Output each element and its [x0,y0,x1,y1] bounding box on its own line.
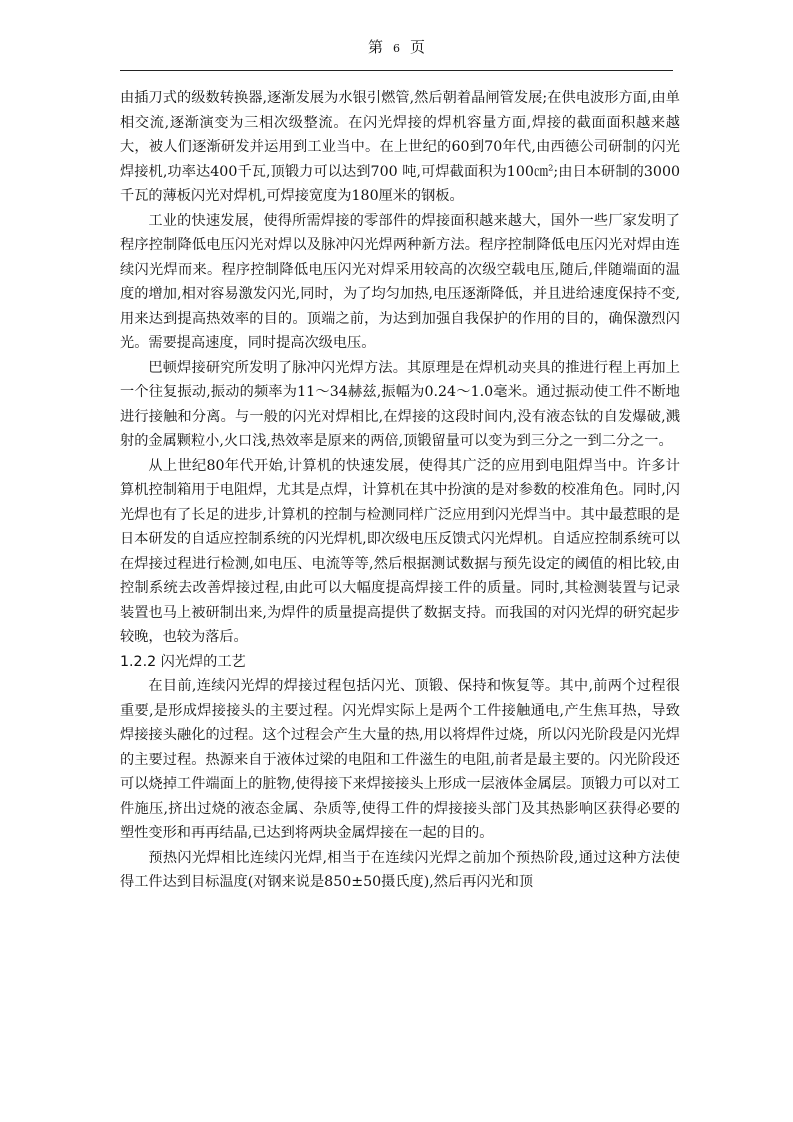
paragraph-1-text: 由插刀式的级数转换器,逐渐发展为水银引燃管,然后朝着晶闸管发展;在供电波形方面,由单相交流,逐渐演变为三相次级整流。在闪光焊接的焊机容量方面,焊接的截面面积越来越大，被人们逐渐研发并运用到工业当中。在上世纪的60到70年代,由西德公司研制的闪光焊接机,功率达400千瓦,顶锻力可以达到700 吨,可焊截面积为 [120,90,680,180]
paragraph-1 [120,86,680,209]
header-prefix: 第 [367,38,383,56]
area-value: 100㎝ [506,163,549,180]
section-heading: 1.2.2 闪光焊的工艺 [120,653,246,670]
paragraph-2: 工业的快速发展，使得所需焊接的零部件的焊接面积越来越大，国外一些厂家发明了程序控制降低电压闪光对焊以及脉冲闪光焊两种新方法。程序控制降低电压闪光对焊由连续闪光焊而来。程序控制降低电压闪光对焊采用较高的次级空载电压,随后,伴随端面的温度的增加,相对容易激发闪光,同时，为了均匀加热,电压逐渐降低，并且进给速度保持不变,用来达到提高热效率的目的。顶端之前，为达到加强自我保护的作用的目的，确保激烈闪光。需要提高速度，同时提高次级电压。 [120,212,680,351]
area-superscript: 2 [548,162,554,172]
document-body [120,86,680,895]
paragraph-6: 预热闪光焊相比连续闪光焊,相当于在连续闪光焊之前加个预热阶段,通过这种方法使得工件达到目标温度(对钢来说是850±50摄氏度),然后再闪光和顶 [120,849,680,890]
header-rule [120,70,673,71]
paragraph-3: 巴顿焊接研究所发明了脉冲闪光焊方法。其原理是在焊机动夹具的推进行程上再加上一个往复振动,振动的频率为11～34赫兹,振幅为0.24～1.0毫米。通过振动使工件不断地进行接触和分离。与一般的闪光对焊相比,在焊接的这段时间内,没有液态钛的自发爆破,溅射的金属颗粒小,火口浅,热效率是原来的两倍,顶锻留量可以变为到三分之一到二分之一。 [120,359,680,449]
page-header [120,36,673,70]
paragraph-5: 在目前,连续闪光焊的焊接过程包括闪光、顶锻、保持和恢复等。其中,前两个过程很重要,是形成焊接接头的主要过程。闪光焊实际上是两个工件接触通电,产生焦耳热，导致焊接接头融化的过程。这个过程会产生大量的热,用以将焊件过烧，所以闪光阶段是闪光焊的主要过程。热源来自于液体过梁的电阻和工件滋生的电阻,前者是最主要的。闪光阶段还可以烧掉工件端面上的脏物,使得接下来焊接接头上形成一层液体金属层。顶锻力可以对工件施压,挤出过烧的液态金属、杂质等,使得工件的焊接接头部门及其热影响区获得必要的塑性变形和再再结晶,已达到将两块金属焊接在一起的目的。 [120,678,680,841]
header-suffix: 页 [410,38,426,56]
page-number: 6 [393,42,400,55]
paragraph-1-tail: ;由日本研制的3000千瓦的薄板闪光对焊机,可焊接宽度为180厘米的钢板。 [120,163,680,204]
paragraph-4: 从上世纪80年代开始,计算机的快速发展，使得其广泛的应用到电阻焊当中。许多计算机控制箱用于电阻焊，尤其是点焊，计算机在其中扮演的是对参数的校准角色。同时,闪光焊也有了长足的进步,计算机的控制与检测同样广泛应用到闪光焊当中。其中最惹眼的是日本研发的自适应控制系统的闪光焊机,即次级电压反馈式闪光焊机。自适应控制系统可以在焊接过程进行检测,如电压、电流等等,然后根据测试数据与预先设定的阈值的相比较,由控制系统去改善焊接过程,由此可以大幅度提高焊接工件的质量。同时,其检测装置与记录装置也马上被研制出来,为焊件的质量提高提供了数据支持。而我国的对闪光焊的研究起步较晚，也较为落后。 [120,457,680,645]
